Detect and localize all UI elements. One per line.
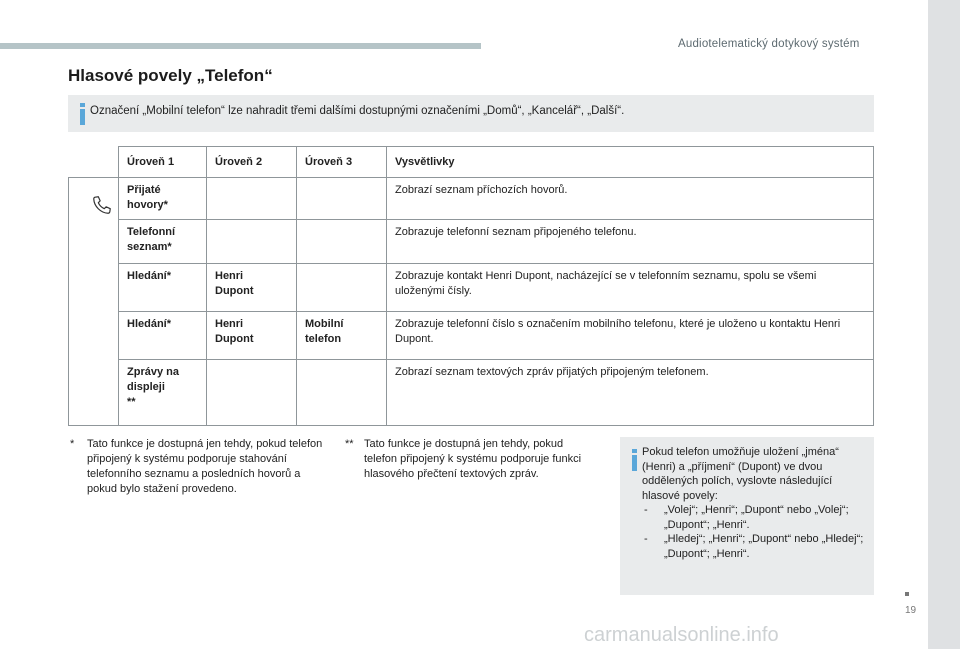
cell-level-3 — [297, 312, 387, 360]
cell-level-2 — [207, 178, 297, 220]
info-box-top — [68, 95, 874, 132]
table-row — [69, 264, 874, 312]
footnote-mark: * — [70, 438, 75, 450]
table-header-level-2: Úroveň 2 — [207, 147, 297, 178]
header-title: Audiotelematický dotykový systém — [678, 38, 860, 50]
watermark: carmanualsonline.info — [584, 624, 779, 646]
info-tip-intro: Pokud telefon umožňuje uložení „jména“ (Henri) a „příjmení“ (Dupont) ve dvou oddělených polích, vyslovte následující hlasové povely: — [642, 446, 839, 502]
footnote-mark: ** — [345, 438, 354, 450]
table-header-level-3: Úroveň 3 — [297, 147, 387, 178]
cell-level-1 — [119, 220, 207, 264]
voice-commands-table — [68, 146, 874, 426]
table-row — [69, 360, 874, 426]
cell-level-1 — [119, 264, 207, 312]
info-icon — [630, 449, 638, 471]
cell-explanation: Zobrazuje telefonní seznam připojeného telefonu. — [387, 220, 874, 264]
list-item — [642, 532, 870, 561]
list-item-text: „Hledej“; „Henri“; „Dupont“ nebo „Hledej“; „Dupont“; „Henri“. — [664, 533, 864, 560]
cell-level-2 — [207, 264, 297, 312]
cell-level-3 — [297, 220, 387, 264]
cell-text-line: ** — [127, 396, 136, 408]
cell-level-2 — [207, 360, 297, 426]
page-number: 19 — [905, 605, 917, 616]
page-edge-stripe — [928, 0, 960, 649]
cell-level-1 — [119, 312, 207, 360]
cell-explanation: Zobrazuje telefonní číslo s označením mobilního telefonu, které je uloženo u kontaktu Henri Dupont. — [387, 312, 874, 360]
list-item-text: „Volej“; „Henri“; „Dupont“ nebo „Volej“; „Dupont“; „Henri“. — [664, 504, 849, 531]
list-dash: - — [644, 504, 648, 516]
page-title: Hlasové povely „Telefon“ — [68, 66, 273, 85]
list-item — [642, 503, 870, 532]
footnote-text: Tato funkce je dostupná jen tehdy, pokud telefon připojený k systému podporuje stahování telefonního seznamu a posledních hovorů a pokud bylo stažení provedeno. — [87, 438, 323, 495]
cell-level-1 — [119, 360, 207, 426]
cell-text-line: Henri — [215, 270, 244, 282]
cell-level-2 — [207, 312, 297, 360]
cell-text-line: Zprávy na — [127, 366, 179, 378]
cell-text-line: telefon — [305, 333, 342, 345]
table-header-icon-col — [69, 147, 119, 178]
cell-text-line: Dupont — [215, 285, 254, 297]
cell-level-3 — [297, 264, 387, 312]
table-icon-cell — [69, 178, 119, 426]
info-icon — [78, 103, 86, 125]
cell-text-line: Dupont — [215, 333, 254, 345]
table-row — [69, 312, 874, 360]
table-header-level-1: Úroveň 1 — [119, 147, 207, 178]
phone-handset-icon — [91, 194, 113, 216]
cell-text-line: Hledání* — [127, 318, 172, 330]
footnote-text: Tato funkce je dostupná jen tehdy, pokud telefon připojený k systému podporuje funkci hlasového přečtení textových zpráv. — [364, 438, 582, 480]
cell-text-line: Přijaté — [127, 184, 161, 196]
table-row — [69, 178, 874, 220]
cell-text-line: displeji — [127, 381, 165, 393]
cell-text-line: Telefonní — [127, 226, 176, 238]
cell-explanation: Zobrazí seznam textových zpráv přijatých připojeným telefonem. — [387, 360, 874, 426]
list-dash: - — [644, 533, 648, 545]
page-marker — [905, 592, 909, 596]
cell-text-line: Hledání* — [127, 270, 172, 282]
table-row — [69, 220, 874, 264]
cell-explanation: Zobrazí seznam příchozích hovorů. — [387, 178, 874, 220]
table-header-row — [69, 147, 874, 178]
info-box-name-tip — [620, 437, 874, 595]
cell-text-line: hovory* — [127, 199, 168, 211]
cell-text-line: seznam* — [127, 241, 172, 253]
cell-level-3 — [297, 178, 387, 220]
cell-level-2 — [207, 220, 297, 264]
cell-text-line: Mobilní — [305, 318, 344, 330]
header-rule — [0, 43, 481, 49]
info-tip-body — [642, 445, 870, 561]
cell-text-line: Henri — [215, 318, 244, 330]
cell-level-3 — [297, 360, 387, 426]
cell-level-1 — [119, 178, 207, 220]
info-tip-list — [642, 503, 870, 561]
table-header-explanation: Vysvětlivky — [387, 147, 874, 178]
info-text: Označení „Mobilní telefon“ lze nahradit třemi dalšími dostupnými označeními „Domů“, „Kancelář“, „Další“. — [90, 105, 625, 117]
cell-explanation: Zobrazuje kontakt Henri Dupont, nacházející se v telefonním seznamu, spolu se všemi uloženými čísly. — [387, 264, 874, 312]
